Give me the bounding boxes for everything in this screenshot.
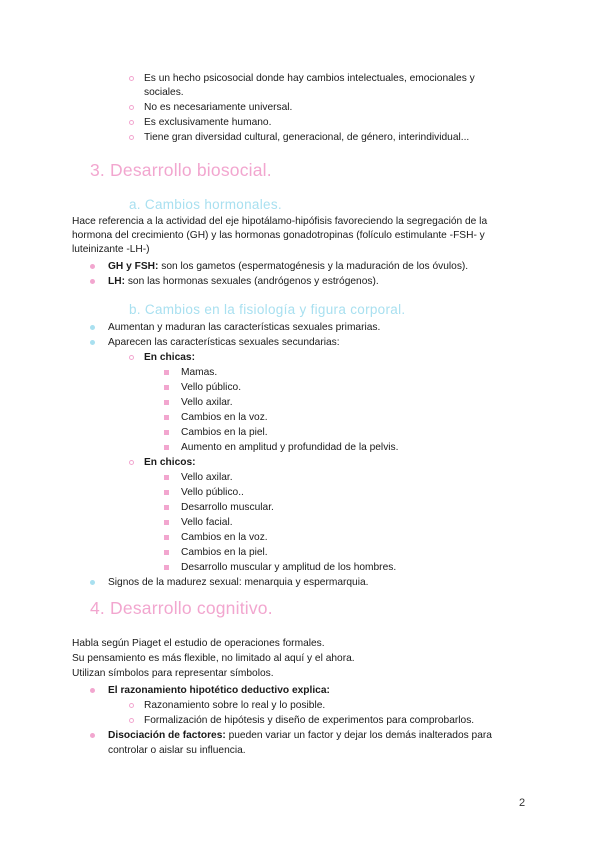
hormones-bullet-gh-fsh — [108, 260, 468, 274]
boys-item: Vello público.. — [181, 487, 244, 498]
square-bullet-icon — [164, 430, 169, 435]
dissociation-bullet-line-1 — [108, 729, 528, 743]
square-bullet-icon — [164, 535, 169, 540]
girls-label — [144, 351, 195, 365]
cognitive-paragraph-1: Habla según Piaget el estudio de operaciones formales. — [72, 638, 325, 649]
reasoning-sub-2: Formalización de hipótesis y diseño de experimentos para comprobarlos. — [144, 715, 475, 726]
boys-item: Cambios en la voz. — [181, 532, 268, 543]
circle-bullet-icon — [129, 460, 134, 465]
circle-bullet-icon — [129, 135, 134, 140]
girls-item: Mamas. — [181, 367, 218, 378]
page-number: 2 — [519, 797, 526, 809]
pink-dot-bullet-icon — [90, 688, 95, 693]
intro-item-1-line-2: sociales. — [144, 87, 184, 98]
hormones-paragraph-line-1: Hace referencia a la actividad del eje hipotálamo-hipófisis favoreciendo la segregación de la — [72, 216, 488, 227]
reasoning-label: El razonamiento hipotético deductivo explica: — [108, 685, 330, 696]
lh-label: LH: — [108, 276, 125, 287]
circle-bullet-icon — [129, 703, 134, 708]
physiology-bullet-1: Aumentan y maduran las características sexuales primarias. — [108, 322, 381, 333]
gh-fsh-text: son los gametos (espermatogénesis y la maduración de los óvulos). — [158, 261, 469, 272]
boys-item: Desarrollo muscular. — [181, 502, 274, 513]
cognitive-paragraph-3: Utilizan símbolos para representar símbolos. — [72, 668, 274, 679]
subsection-a-heading: a. Cambios hormonales. — [129, 197, 282, 212]
hormones-bullet-lh — [108, 275, 379, 289]
boys-label-text: En chicos: — [144, 457, 196, 468]
hormones-paragraph-line-3: luteinizante -LH-) — [72, 244, 150, 255]
section-4-heading: 4. Desarrollo cognitivo. — [90, 598, 273, 618]
square-bullet-icon — [164, 520, 169, 525]
girls-item: Vello público. — [181, 382, 242, 393]
square-bullet-icon — [164, 565, 169, 570]
gh-fsh-label: GH y FSH: — [108, 261, 159, 272]
boys-label — [144, 456, 196, 470]
square-bullet-icon — [164, 370, 169, 375]
boys-item: Vello axilar. — [181, 472, 233, 483]
cyan-dot-bullet-icon — [90, 580, 95, 585]
square-bullet-icon — [164, 490, 169, 495]
circle-bullet-icon — [129, 105, 134, 110]
physiology-bullet-3: Signos de la madurez sexual: menarquia y espermarquia. — [108, 577, 369, 588]
hormones-paragraph-line-2: hormona del crecimiento (GH) y las hormonas gonadotropinas (folículo estimulante -FSH- y — [72, 230, 485, 241]
intro-item-1-line-1: Es un hecho psicosocial donde hay cambios intelectuales, emocionales y — [144, 73, 475, 84]
dissociation-label: Disociación de factores: — [108, 730, 226, 741]
square-bullet-icon — [164, 550, 169, 555]
girls-item: Cambios en la voz. — [181, 412, 268, 423]
square-bullet-icon — [164, 475, 169, 480]
lh-text: son las hormonas sexuales (andrógenos y estrógenos). — [124, 276, 379, 287]
pink-dot-bullet-icon — [90, 733, 95, 738]
circle-bullet-icon — [129, 120, 134, 125]
pink-dot-bullet-icon — [90, 264, 95, 269]
girls-label-text: En chicas: — [144, 352, 195, 363]
physiology-bullet-2: Aparecen las características sexuales secundarias: — [108, 337, 340, 348]
dissociation-text: pueden variar un factor y dejar los demás inalterados para — [225, 730, 492, 741]
square-bullet-icon — [164, 415, 169, 420]
intro-item-3: Es exclusivamente humano. — [144, 117, 272, 128]
boys-item: Cambios en la piel. — [181, 547, 268, 558]
circle-bullet-icon — [129, 355, 134, 360]
subsection-b-heading: b. Cambios en la fisiología y figura corporal. — [129, 302, 406, 317]
circle-bullet-icon — [129, 718, 134, 723]
boys-item: Desarrollo muscular y amplitud de los hombres. — [181, 562, 397, 573]
girls-item: Aumento en amplitud y profundidad de la pelvis. — [181, 442, 399, 453]
square-bullet-icon — [164, 505, 169, 510]
cognitive-paragraph-2: Su pensamiento es más flexible, no limitado al aquí y el ahora. — [72, 653, 355, 664]
pink-dot-bullet-icon — [90, 279, 95, 284]
square-bullet-icon — [164, 400, 169, 405]
girls-item: Cambios en la piel. — [181, 427, 268, 438]
reasoning-sub-1: Razonamiento sobre lo real y lo posible. — [144, 700, 326, 711]
square-bullet-icon — [164, 385, 169, 390]
circle-bullet-icon — [129, 76, 134, 81]
square-bullet-icon — [164, 445, 169, 450]
intro-item-4: Tiene gran diversidad cultural, generacional, de género, interindividual... — [144, 132, 470, 143]
boys-item: Vello facial. — [181, 517, 233, 528]
cyan-dot-bullet-icon — [90, 340, 95, 345]
reasoning-bullet — [108, 684, 330, 698]
section-3-heading: 3. Desarrollo biosocial. — [90, 160, 272, 180]
intro-item-2: No es necesariamente universal. — [144, 102, 293, 113]
cyan-dot-bullet-icon — [90, 325, 95, 330]
girls-item: Vello axilar. — [181, 397, 233, 408]
dissociation-bullet-line-2: controlar o aislar su influencia. — [108, 745, 246, 756]
